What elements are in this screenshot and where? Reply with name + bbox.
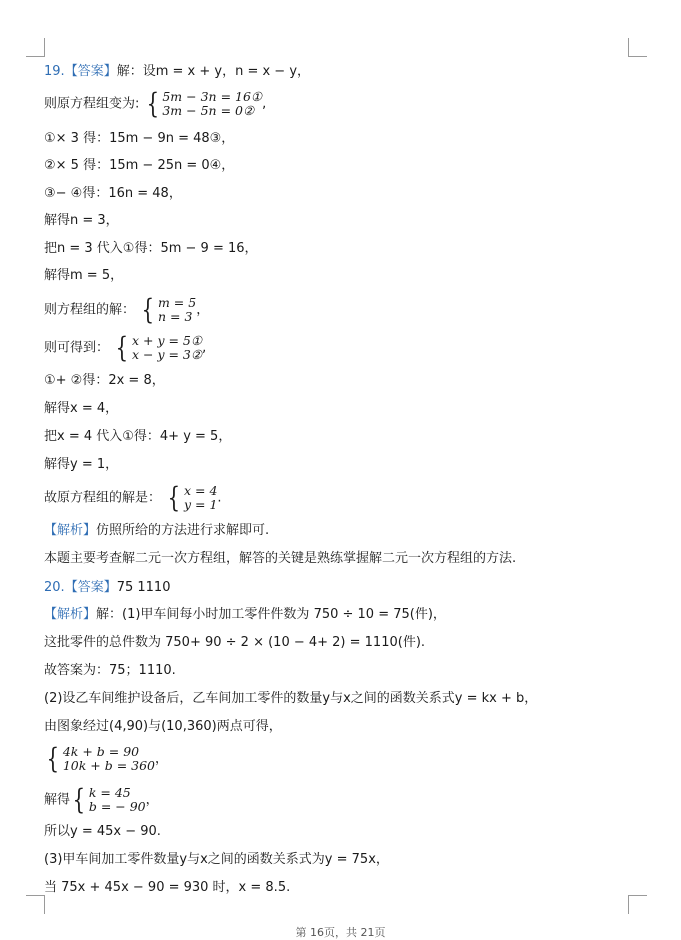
summary-line: 本题主要考查解二元一次方程组，解答的关键是熟练掌握解二元一次方程组的方法. [44,551,517,566]
question-number: 20. [44,580,65,595]
analysis-tag: 【解析】 [44,523,97,538]
step-line: 由图象经过(4,90)与(10,360)两点可得， [44,719,282,734]
equation-row: n = 3 [157,309,193,324]
crop-mark-bottom-right [628,895,647,914]
brace-icon: { [115,331,129,364]
equation-row: 3m − 5n = 0② [162,103,255,118]
punctuation: , [262,96,267,112]
equation-system [113,331,203,364]
brace-icon: { [146,87,159,120]
analysis-tag: 【解析】 [44,607,97,622]
crop-mark-bottom-left [26,895,45,914]
equation-row: m = 5 [157,295,197,310]
punctuation: , [202,340,207,356]
text: 75 1110 [116,580,171,595]
step-line: 解得n = 3， [44,213,119,228]
step-line: 解得m = 5， [44,268,124,283]
equation-row: k = 45 [88,785,131,800]
step-line: 把n = 3 代入①得：5m − 9 = 16， [44,241,258,256]
equation-system [139,293,197,326]
text: 解：设m = x + y，n = x − y， [116,64,311,79]
brace-icon: { [141,293,155,326]
question-number: 19. [44,64,65,79]
q19-answer-line [44,64,310,80]
text: 故原方程组的解是： [44,490,162,506]
equation-row: 4k + b = 90 [62,744,140,759]
brace-icon: { [167,481,181,514]
step-line: (3)甲车间加工零件数量y与x之间的函数关系式为y = 75x， [44,852,389,867]
crop-mark-top-left [26,38,45,57]
kb-solution-line [44,783,159,816]
brace-icon: { [72,783,86,816]
step-line: 当 75x + 45x − 90 = 930 时，x = 8.5. [44,880,291,895]
equation-row: 10k + b = 360 [62,758,156,773]
crop-mark-top-right [628,38,647,57]
text: 则原方程组变为: [44,96,140,112]
transformed-system-line [44,87,267,120]
analysis-line [44,523,269,539]
equation-row: b = − 90 [88,799,146,814]
step-line: (2)设乙车间维护设备后，乙车间加工零件的数量y与x之间的函数关系式y = kx + b， [44,691,538,706]
answer-tag: 【答案】 [64,580,117,595]
equation-row: y = 1 [183,497,218,512]
final-solution-line [44,481,222,514]
step-line: ①+ ②得：2x = 8， [44,373,165,388]
text: 则可得到： [44,340,110,356]
equation-system [70,783,146,816]
punctuation: ， [155,751,169,767]
answer-tag: 【答案】 [64,64,117,79]
punctuation: . [217,490,222,506]
equation-row: x = 4 [183,483,218,498]
step-line: ①× 3 得：15m − 9n = 48③， [44,131,235,146]
step-line: ②× 5 得：15m − 25n = 0④， [44,158,235,173]
brace-icon: { [46,742,60,775]
step-line: 把x = 4 代入①得：4+ y = 5， [44,429,232,444]
step-line: 所以y = 45x − 90. [44,824,161,839]
step-line: 解得y = 1， [44,457,119,472]
step-line: 故答案为：75；1110. [44,663,176,678]
page-footer: 第 16页，共 21页 [295,926,386,939]
kb-system-line [44,742,169,775]
equation-row: x + y = 5① [131,333,203,348]
text: 则方程组的解： [44,302,136,318]
equation-system [144,87,263,120]
q20-answer-line [44,580,170,596]
step-line: 这批零件的总件数为 750+ 90 ÷ 2 × (10 − 4+ 2) = 1110(件). [44,635,426,650]
derived-system-line [44,331,207,364]
equation-system [44,742,156,775]
step-line: 解得x = 4， [44,401,119,416]
analysis-line [44,607,446,623]
equation-system [165,481,218,514]
punctuation: ， [196,302,210,318]
equation-row: 5m − 3n = 16① [162,89,263,104]
text: 仿照所给的方法进行求解即可. [96,523,270,538]
solution-mn-line [44,293,210,326]
equation-row: x − y = 3② [131,347,203,362]
punctuation: ， [145,792,159,808]
text: 解得 [44,792,71,808]
text: 解：(1)甲车间每小时加工零件件数为 750 ÷ 10 = 75(件)， [96,607,446,622]
step-line: ③− ④得：16n = 48， [44,186,182,201]
